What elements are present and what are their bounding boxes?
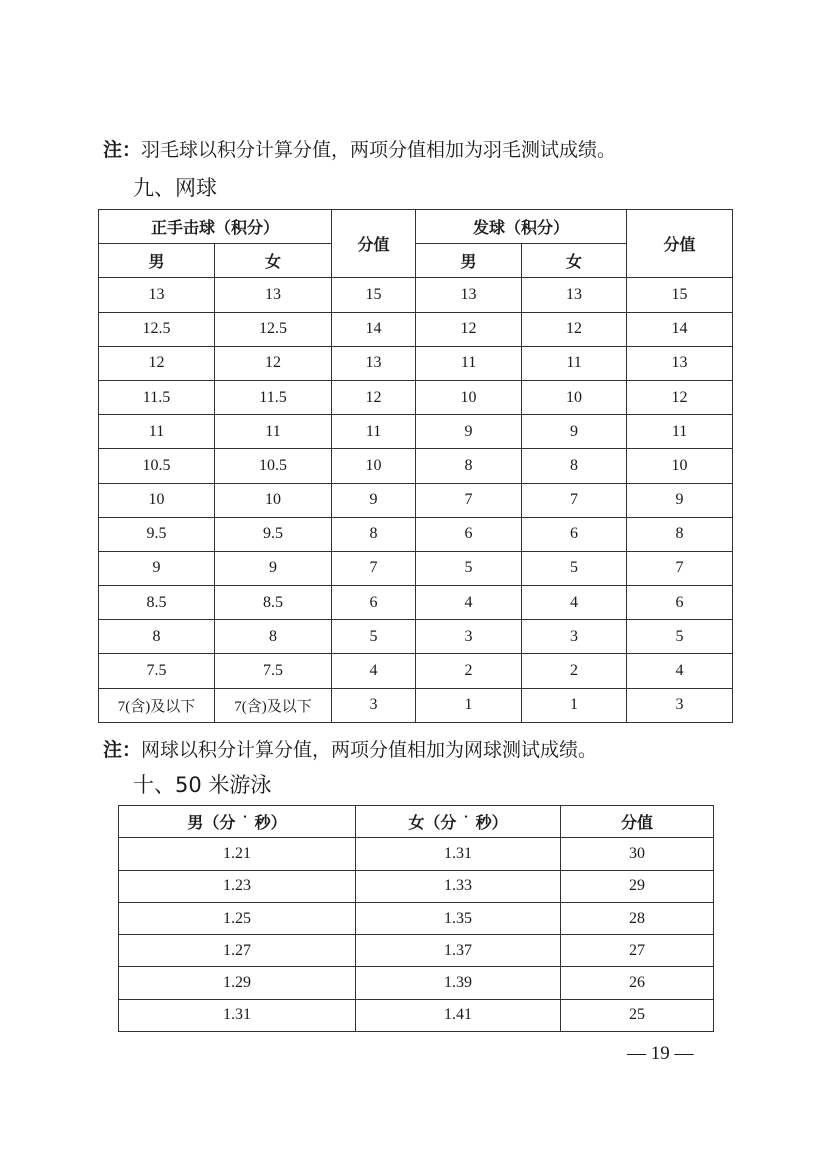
table-cell: 11.5 <box>99 380 215 414</box>
table-cell: 10 <box>416 380 522 414</box>
note-text: 羽毛球以积分计算分值，两项分值相加为羽毛测试成绩。 <box>141 139 617 161</box>
table-cell: 25 <box>561 999 714 1031</box>
table-cell: 12.5 <box>215 312 332 346</box>
table-cell: 6 <box>416 517 522 551</box>
tennis-note <box>103 735 597 762</box>
table-row <box>119 967 714 999</box>
table-cell: 8 <box>522 449 627 483</box>
page-number: — 19 — <box>627 1043 694 1064</box>
note-text: 网球以积分计算分值，两项分值相加为网球测试成绩。 <box>141 739 598 761</box>
table-cell: 30 <box>561 838 714 870</box>
table-cell: 10 <box>215 483 332 517</box>
table-cell: 4 <box>627 654 733 688</box>
table-cell: 1.25 <box>119 902 356 934</box>
table-cell: 5 <box>416 551 522 585</box>
table-cell: 29 <box>561 870 714 902</box>
table-cell: 7 <box>522 483 627 517</box>
table-cell: 15 <box>332 278 416 312</box>
table-row <box>99 551 733 585</box>
male-header: 男 <box>99 244 215 278</box>
table-cell: 3 <box>522 620 627 654</box>
table-cell: 3 <box>416 620 522 654</box>
table-cell: 13 <box>416 278 522 312</box>
table-cell: 7 <box>416 483 522 517</box>
section-heading-tennis: 九、网球 <box>133 176 217 200</box>
score-header: 分值 <box>561 806 714 838</box>
table-cell: 9 <box>416 415 522 449</box>
note-label: 注： <box>103 139 142 161</box>
table-cell: 1.31 <box>356 838 561 870</box>
table-row <box>99 380 733 414</box>
table-row <box>99 620 733 654</box>
table-row <box>99 483 733 517</box>
table-cell: 4 <box>522 586 627 620</box>
table-cell: 8 <box>215 620 332 654</box>
table-row <box>99 312 733 346</box>
table-cell: 5 <box>627 620 733 654</box>
table-row <box>99 278 733 312</box>
table-cell: 13 <box>215 278 332 312</box>
table-row <box>99 449 733 483</box>
table-cell: 9 <box>522 415 627 449</box>
female-time-header: 女（分 ˙ 秒） <box>356 806 561 838</box>
table-cell: 10.5 <box>99 449 215 483</box>
table-cell: 26 <box>561 967 714 999</box>
section-heading-swimming: 十、50 米游泳 <box>133 773 272 797</box>
table-cell: 1 <box>416 688 522 722</box>
table-cell: 7(含)及以下 <box>99 688 215 722</box>
table-cell: 10.5 <box>215 449 332 483</box>
serve-header: 发球（积分） <box>416 210 627 244</box>
table-row <box>119 838 714 870</box>
table-cell: 1.35 <box>356 902 561 934</box>
table-cell: 9 <box>332 483 416 517</box>
table-cell: 5 <box>522 551 627 585</box>
table-cell: 7 <box>332 551 416 585</box>
score-header: 分值 <box>627 210 733 278</box>
table-cell: 12.5 <box>99 312 215 346</box>
table-cell: 12 <box>99 346 215 380</box>
swimming-score-table <box>118 805 714 1032</box>
table-cell: 8.5 <box>99 586 215 620</box>
table-cell: 3 <box>627 688 733 722</box>
table-cell: 12 <box>416 312 522 346</box>
table-row <box>99 415 733 449</box>
table-cell: 12 <box>215 346 332 380</box>
table-cell: 1.37 <box>356 935 561 967</box>
table-row <box>99 654 733 688</box>
table-cell: 7.5 <box>215 654 332 688</box>
table-row <box>99 346 733 380</box>
table-cell: 12 <box>332 380 416 414</box>
forehand-header: 正手击球（积分） <box>99 210 332 244</box>
table-cell: 14 <box>627 312 733 346</box>
table-cell: 7.5 <box>99 654 215 688</box>
table-cell: 11 <box>332 415 416 449</box>
male-time-header: 男（分 ˙ 秒） <box>119 806 356 838</box>
table-cell: 1.27 <box>119 935 356 967</box>
table-cell: 13 <box>627 346 733 380</box>
table-row <box>119 999 714 1031</box>
table-cell: 6 <box>522 517 627 551</box>
table-cell: 14 <box>332 312 416 346</box>
table-cell: 2 <box>416 654 522 688</box>
table-cell: 6 <box>627 586 733 620</box>
table-cell: 8 <box>332 517 416 551</box>
table-cell: 1.21 <box>119 838 356 870</box>
table-row <box>119 902 714 934</box>
table-cell: 12 <box>627 380 733 414</box>
table-cell: 6 <box>332 586 416 620</box>
table-cell: 13 <box>99 278 215 312</box>
note-label: 注： <box>103 739 142 761</box>
table-row <box>99 688 733 722</box>
table-cell: 8 <box>99 620 215 654</box>
table-cell: 9 <box>99 551 215 585</box>
table-cell: 9 <box>627 483 733 517</box>
table-cell: 9 <box>215 551 332 585</box>
table-cell: 27 <box>561 935 714 967</box>
male-header: 男 <box>416 244 522 278</box>
badminton-note <box>103 135 616 162</box>
table-cell: 4 <box>416 586 522 620</box>
table-cell: 8 <box>627 517 733 551</box>
table-cell: 15 <box>627 278 733 312</box>
table-cell: 8.5 <box>215 586 332 620</box>
female-header: 女 <box>522 244 627 278</box>
table-cell: 11 <box>416 346 522 380</box>
table-cell: 7 <box>627 551 733 585</box>
table-cell: 11.5 <box>215 380 332 414</box>
table-cell: 9.5 <box>215 517 332 551</box>
table-cell: 11 <box>99 415 215 449</box>
score-header: 分值 <box>332 210 416 278</box>
table-cell: 10 <box>99 483 215 517</box>
table-cell: 1.29 <box>119 967 356 999</box>
table-cell: 5 <box>332 620 416 654</box>
tennis-score-table <box>98 209 733 723</box>
table-cell: 13 <box>332 346 416 380</box>
table-cell: 10 <box>332 449 416 483</box>
table-cell: 1.41 <box>356 999 561 1031</box>
table-row <box>119 870 714 902</box>
table-cell: 2 <box>522 654 627 688</box>
table-cell: 7(含)及以下 <box>215 688 332 722</box>
table-cell: 9.5 <box>99 517 215 551</box>
table-cell: 13 <box>522 278 627 312</box>
table-cell: 1 <box>522 688 627 722</box>
table-cell: 1.31 <box>119 999 356 1031</box>
table-row <box>99 517 733 551</box>
table-cell: 11 <box>522 346 627 380</box>
table-cell: 1.33 <box>356 870 561 902</box>
table-row <box>119 935 714 967</box>
table-cell: 1.23 <box>119 870 356 902</box>
table-cell: 1.39 <box>356 967 561 999</box>
table-cell: 10 <box>627 449 733 483</box>
table-cell: 8 <box>416 449 522 483</box>
table-row <box>99 586 733 620</box>
table-cell: 11 <box>627 415 733 449</box>
table-cell: 28 <box>561 902 714 934</box>
table-cell: 10 <box>522 380 627 414</box>
table-cell: 11 <box>215 415 332 449</box>
female-header: 女 <box>215 244 332 278</box>
table-cell: 12 <box>522 312 627 346</box>
table-cell: 4 <box>332 654 416 688</box>
table-cell: 3 <box>332 688 416 722</box>
